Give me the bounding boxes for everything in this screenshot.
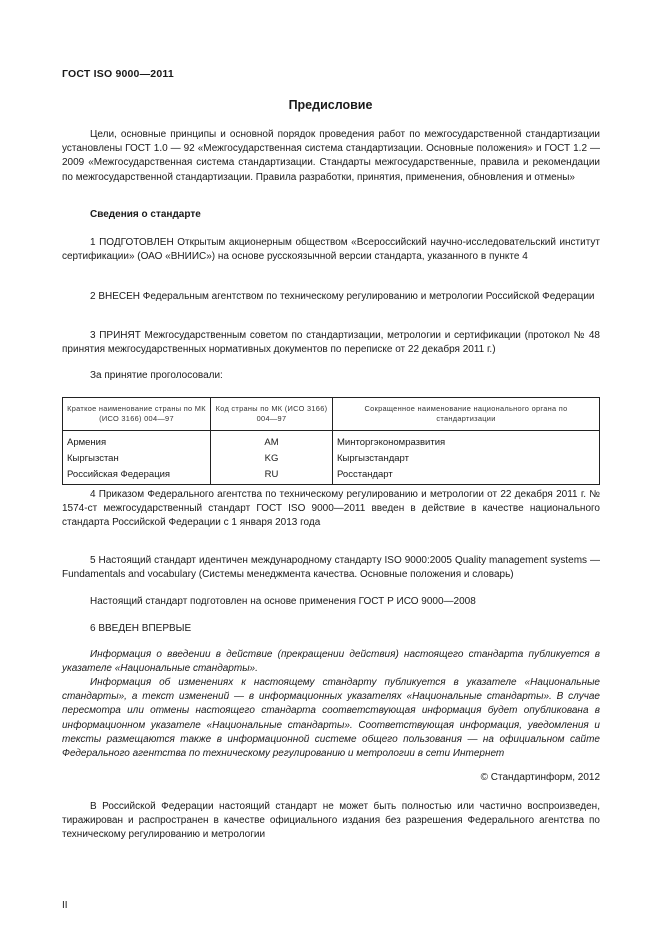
table-row xyxy=(63,431,600,451)
item-3-paragraph: 3 ПРИНЯТ Межгосударственным советом по стандартизации, метрологии и сертификации (протокол № 48 принятия межгосударственных нормативных документов по переписке от 22 декабря 2011 г.) xyxy=(62,330,600,356)
country-cell: Российская Федерация xyxy=(63,466,211,485)
column-header-body: Сокращенное наименование национального органа по стандартизации xyxy=(333,398,600,431)
item-1-paragraph: 1 ПОДГОТОВЛЕН Открытым акционерным обществом «Всероссийский научно-исследовательский институт сертификации» (ОАО «ВНИИС») на основе русскоязычной версии стандарта, указанного в пункте 4 xyxy=(62,237,600,263)
code-cell: AM xyxy=(211,431,333,451)
item-4-paragraph: 4 Приказом Федерального агентства по техническому регулированию и метрологии от 22 декабря 2011 г. № 1574-ст межгосударственный стандарт ГОСТ ISO 9000—2011 введен в действие в качестве национального стандарта Российской Федерации с 1 января 2013 года xyxy=(62,489,600,529)
document-code-header: ГОСТ ISO 9000—2011 xyxy=(62,68,174,80)
item-5-paragraph: 5 Настоящий стандарт идентичен международному стандарту ISO 9000:2005 Quality management systems — Fundamentals and vocabulary (Системы менеджмента качества. Основные положения и словарь) xyxy=(62,555,600,581)
intro-paragraph: Цели, основные принципы и основной порядок проведения работ по межгосударственной стандартизации установлены ГОСТ 1.0 — 92 «Межгосударственная система стандартизации. Основные положения» и ГОСТ 1.2 — 2009 «Межгосударственная система стандартизации. Стандарты межгосударственные, правила и рекомендации по межгосударственной стандартизации. Правила разработки, принятия, применения, обновления и отмены» xyxy=(62,129,600,183)
table-row xyxy=(63,466,600,485)
voting-table-header-row xyxy=(63,398,600,431)
item-5b-paragraph: Настоящий стандарт подготовлен на основе применения ГОСТ Р ИСО 9000—2008 xyxy=(90,596,476,607)
info-heading: Сведения о стандарте xyxy=(90,209,201,220)
notice-paragraph-1: Информация о введении в действие (прекращении действия) настоящего стандарта публикуется в указателе «Национальные стандарты». xyxy=(62,649,600,675)
table-row xyxy=(63,450,600,466)
page-title: Предисловие xyxy=(288,98,373,112)
notice-paragraph-2: Информация об изменениях к настоящему стандарту публикуется в указателе «Национальные стандарты», а текст изменений — в информационных указателях «Национальные стандарты». В случае пересмотра или отмены настоящего стандарта соответствующая информация будет опубликована в информационном указателе «Национальные стандарты». Соответствующая информация, уведомления и тексты размещаются также в информационной системе общего пользования — на официальном сайте Федерального агентства по техническому регулированию и метрологии в сети Интернет xyxy=(62,677,600,760)
copyright-line: © Стандартинформ, 2012 xyxy=(480,772,600,783)
column-header-code: Код страны по МК (ИСО 3166) 004—97 xyxy=(211,398,333,431)
body-cell: Минторгэкономразвития xyxy=(333,431,600,451)
reproduction-paragraph: В Российской Федерации настоящий стандарт не может быть полностью или частично воспроизведен, тиражирован и распространен в качестве официального издания без разрешения Федерального агентства по техническому регулированию и метрологии xyxy=(62,801,600,841)
code-cell: KG xyxy=(211,450,333,466)
code-cell: RU xyxy=(211,466,333,485)
column-header-country: Краткое наименование страны по МК (ИСО 3166) 004—97 xyxy=(63,398,211,431)
voted-label: За принятие проголосовали: xyxy=(90,370,223,381)
page-number: II xyxy=(62,900,68,911)
voting-table xyxy=(62,397,600,485)
item-6-paragraph: 6 ВВЕДЕН ВПЕРВЫЕ xyxy=(90,623,192,634)
country-cell: Кыргызстан xyxy=(63,450,211,466)
body-cell: Кыргызстандарт xyxy=(333,450,600,466)
item-2-paragraph: 2 ВНЕСЕН Федеральным агентством по техническому регулированию и метрологии Российской Федерации xyxy=(90,291,595,302)
body-cell: Росстандарт xyxy=(333,466,600,485)
country-cell: Армения xyxy=(63,431,211,451)
